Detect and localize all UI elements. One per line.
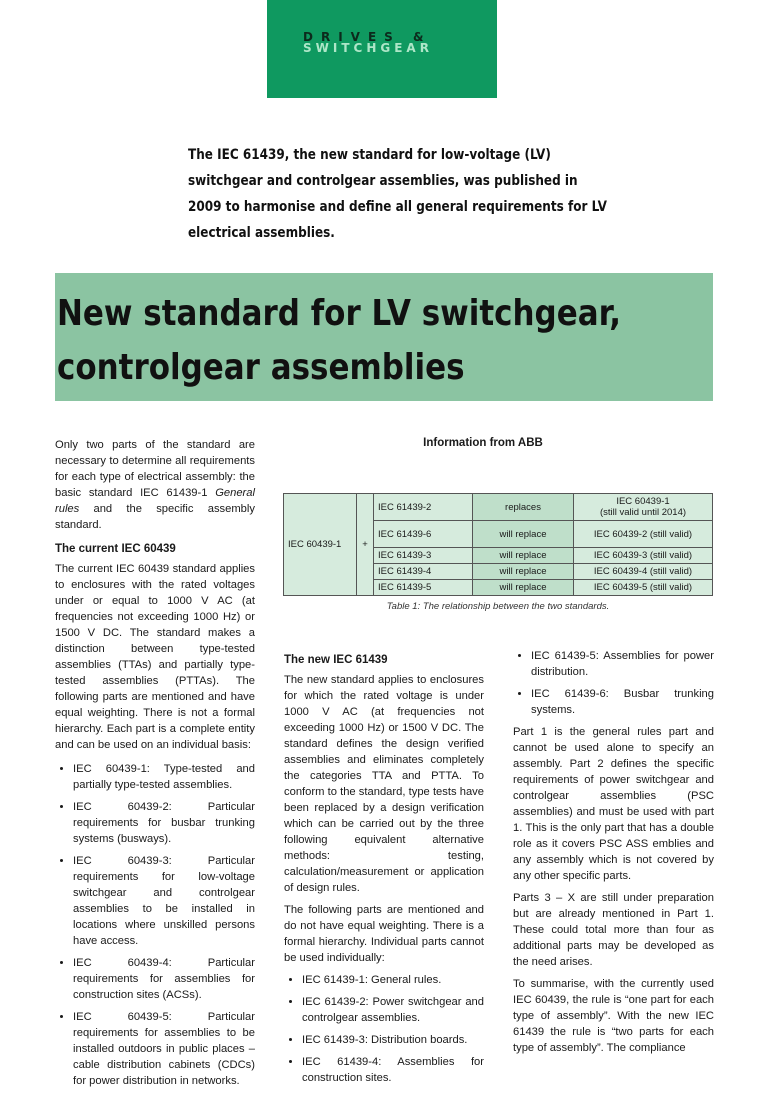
middle-heading: The new IEC 61439: [284, 654, 388, 666]
right-bullet-list: [513, 648, 714, 718]
left-column: [55, 437, 255, 1095]
title-box: [55, 273, 713, 401]
list-item: • IEC 60439-1: Type-tested and partially type-tested assemblies.: [73, 761, 255, 793]
banner-subtitle: SWITCHGEAR: [303, 41, 433, 55]
plus-cell: +: [357, 494, 374, 596]
list-item: • IEC 61439-4: Assemblies for construction sites.: [302, 1054, 484, 1086]
left-heading: The current IEC 60439: [55, 543, 176, 555]
intro-text: The IEC 61439, the new standard for low-voltage (LV) switchgear and controlgear assemblies, was published in 2009 to harmonise and define all general requirements for LV electrical assemblies.: [188, 147, 607, 241]
left-bullet-list: [55, 761, 255, 1089]
old-part-cell: IEC 60439-2 (still valid): [574, 521, 713, 548]
title-line-1: New standard for LV switchgear,: [57, 293, 622, 334]
standards-table: [283, 493, 713, 596]
new-standard-cell: IEC 61439-5: [374, 580, 473, 596]
old-part-text: IEC 60439-1: [616, 496, 670, 507]
section-banner: [267, 0, 497, 98]
middle-bullet-list: [284, 972, 484, 1086]
list-item: • IEC 60439-2: Particular requirements for busbar trunking systems (busways).: [73, 799, 255, 847]
info-source-label: Information from ABB: [423, 437, 543, 449]
list-item: • IEC 61439-6: Busbar trunking systems.: [531, 686, 714, 718]
middle-paragraph-2: The following parts are mentioned and do not have equal weighting. There is a formal hierarchy. Individual parts cannot be used individually:: [284, 904, 484, 964]
left-intro: [55, 437, 255, 533]
table-row: [284, 494, 713, 521]
old-part-cell: IEC 60439-4 (still valid): [574, 564, 713, 580]
old-standard-cell: IEC 60439-1: [284, 494, 357, 596]
list-item: • IEC 61439-1: General rules.: [302, 972, 484, 988]
list-item: • IEC 60439-4: Particular requirements for assemblies for construction sites (ACSs).: [73, 955, 255, 1003]
right-paragraph-1: Part 1 is the general rules part and cannot be used alone to specify an assembly. Part 2 defines the specific requirements of power switchgear and controlgear assemblies (PSC assemblies) and must be used with part 1. This is the only part that has a double role as it covers PSC ASS emblies and any assembly which is not covered by any other specific parts.: [513, 726, 714, 882]
new-standard-cell: IEC 61439-3: [374, 548, 473, 564]
list-item: • IEC 61439-3: Distribution boards.: [302, 1032, 484, 1048]
old-part-cell: IEC 60439-3 (still valid): [574, 548, 713, 564]
title-line-2: controlgear assemblies: [57, 347, 465, 388]
old-part-cell: [574, 494, 713, 521]
new-standard-cell: IEC 61439-2: [374, 494, 473, 521]
old-part-cell: IEC 60439-5 (still valid): [574, 580, 713, 596]
middle-paragraph-1: The new standard applies to enclosures for which the rated voltage is under 1000 V AC (at frequencies not exceeding 1000 Hz) or 1500 V DC. The standard defines the design verified assemblies and eliminates completely the categories TTA and PTTA. To conform to the standard, type tests have been replaced by a design verification which can be carried out by the three following equivalent alternative methods: testing, calculation/measurement or application of design rules.: [284, 674, 484, 894]
relation-cell: will replace: [473, 548, 574, 564]
banner-title: DRIVES &: [303, 30, 432, 44]
right-column: [513, 648, 714, 1062]
middle-column: [284, 648, 484, 1092]
new-standard-cell: IEC 61439-6: [374, 521, 473, 548]
relation-cell: will replace: [473, 580, 574, 596]
list-item: • IEC 61439-5: Assemblies for power distribution.: [531, 648, 714, 680]
left-intro-part2: and the specific assembly standard.: [55, 503, 255, 531]
list-item: • IEC 61439-2: Power switchgear and controlgear assemblies.: [302, 994, 484, 1026]
list-item: • IEC 60439-5: Particular requirements for assemblies to be installed outdoors in public places – cable distribution cabinets (CDCs) for power distribution in networks.: [73, 1009, 255, 1089]
relation-cell: will replace: [473, 521, 574, 548]
left-intro-part1: Only two parts of the standard are necessary to determine all requirements for each type of electrical assembly: the basic standard IEC 61439-1: [55, 439, 255, 499]
list-item: • IEC 60439-3: Particular requirements for low-voltage switchgear and controlgear assemblies to be installed in locations where unskilled persons have access.: [73, 853, 255, 949]
right-paragraph-2: Parts 3 – X are still under preparation but are already mentioned in Part 1. These could total more than four as additional parts may be developed as the need arises.: [513, 892, 714, 968]
table-caption: Table 1: The relationship between the two standards.: [386, 601, 610, 612]
relation-cell: replaces: [473, 494, 574, 521]
left-intro-italic: General rules: [55, 487, 255, 515]
old-part-note: (still valid until 2014): [599, 507, 687, 518]
left-paragraph: The current IEC 60439 standard applies to enclosures with the rated voltages under or equal to 1000 V AC (at frequencies not exceeding 1000 Hz) or 1500 V DC. The standard makes a distinction between type-tested assemblies (TTAs) and partially type-tested assemblies (PTTAs). The following parts are mentioned and have equal weighting. There is not a formal hierarchy. Each part is a complete entity and can be used on an individual basis:: [55, 563, 255, 751]
new-standard-cell: IEC 61439-4: [374, 564, 473, 580]
right-paragraph-3: To summarise, with the currently used IEC 60439, the rule is “one part for each type of assembly”. With the new IEC 61439 the rule is “two parts for each type of assembly”. The compliance: [513, 978, 714, 1054]
page-title: [57, 287, 711, 395]
relation-cell: will replace: [473, 564, 574, 580]
